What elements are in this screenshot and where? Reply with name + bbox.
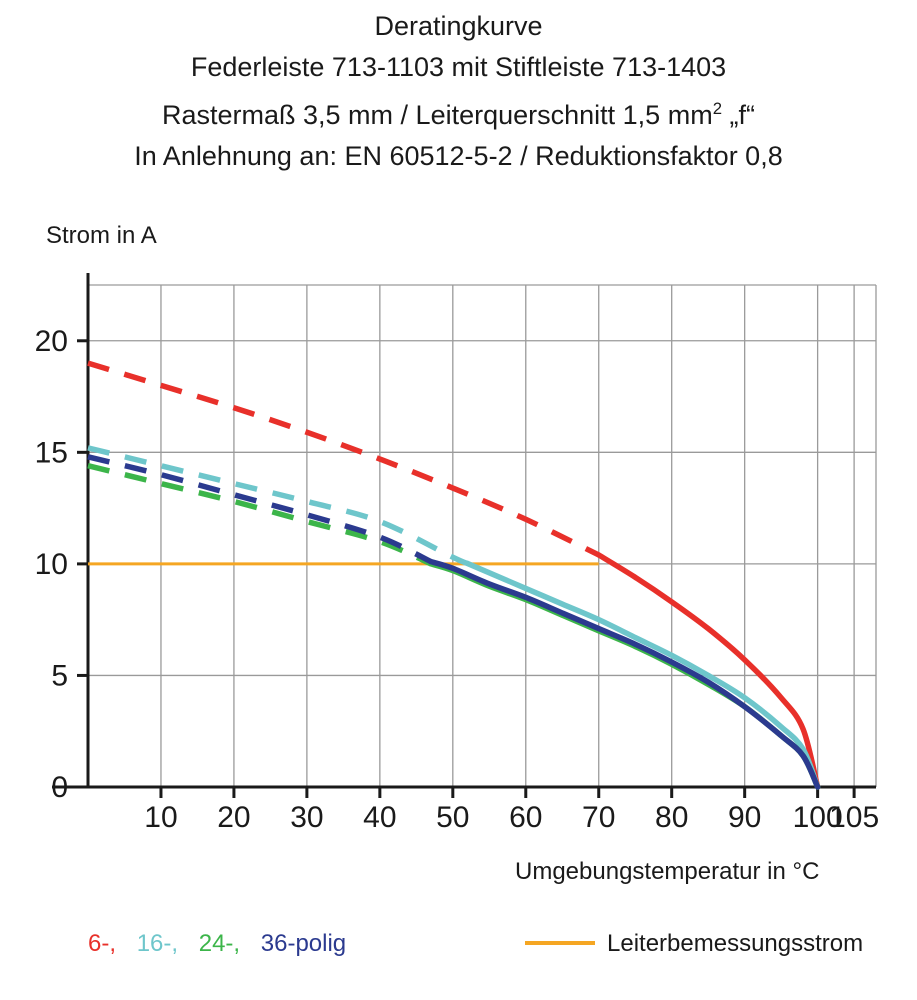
legend-item-24polig: 24-, [198, 930, 241, 957]
x-tick-label: 10 [144, 801, 178, 834]
title-line-3-superscript: 2 [712, 99, 722, 118]
chart-legend [0, 930, 917, 990]
x-tick-label: 30 [290, 801, 324, 834]
title-line-3-main: Rastermaß 3,5 mm / Leiterquerschnitt 1,5 mm [162, 100, 713, 130]
x-tick-label: 50 [436, 801, 470, 834]
title-line-4: In Anlehnung an: EN 60512-5-2 / Reduktionsfaktor 0,8 [134, 141, 783, 171]
legend-current-label: Leiterbemessungsstrom [607, 930, 864, 957]
legend-item-16polig: 16-, [136, 930, 179, 957]
y-tick-label: 20 [34, 324, 68, 358]
y-tick-label: 5 [51, 659, 68, 693]
legend-series-group [88, 930, 348, 958]
x-axis-title: Umgebungstemperatur in °C [515, 858, 820, 885]
x-tick-label: 20 [217, 801, 251, 834]
legend-item-36polig: 36-polig [260, 930, 347, 957]
legend-current-swatch [525, 941, 595, 945]
x-tick-label: 100 [792, 801, 843, 834]
series-line-solid-6-polig [599, 555, 818, 787]
legend-current-group [525, 930, 863, 958]
legend-item-6polig: 6-, [88, 930, 117, 957]
x-tick-label: 40 [363, 801, 397, 834]
y-tick-label: 0 [51, 771, 68, 804]
title-line-3-suffix: „f“ [722, 100, 755, 130]
x-tick-label: 80 [655, 801, 689, 834]
x-tick-label: 105 [829, 801, 880, 834]
y-axis-title: Strom in A [46, 222, 157, 249]
x-tick-label: 90 [727, 801, 762, 834]
x-tick-label: 60 [509, 801, 543, 834]
title-line-2: Federleiste 713-1103 mit Stiftleiste 713-1403 [190, 52, 727, 82]
series-line-dashed-6-polig [88, 363, 599, 555]
x-tick-label: 70 [582, 801, 616, 834]
y-tick-label: 15 [34, 436, 68, 470]
y-tick-label: 10 [34, 547, 68, 581]
title-line-1: Deratingkurve [374, 11, 543, 41]
